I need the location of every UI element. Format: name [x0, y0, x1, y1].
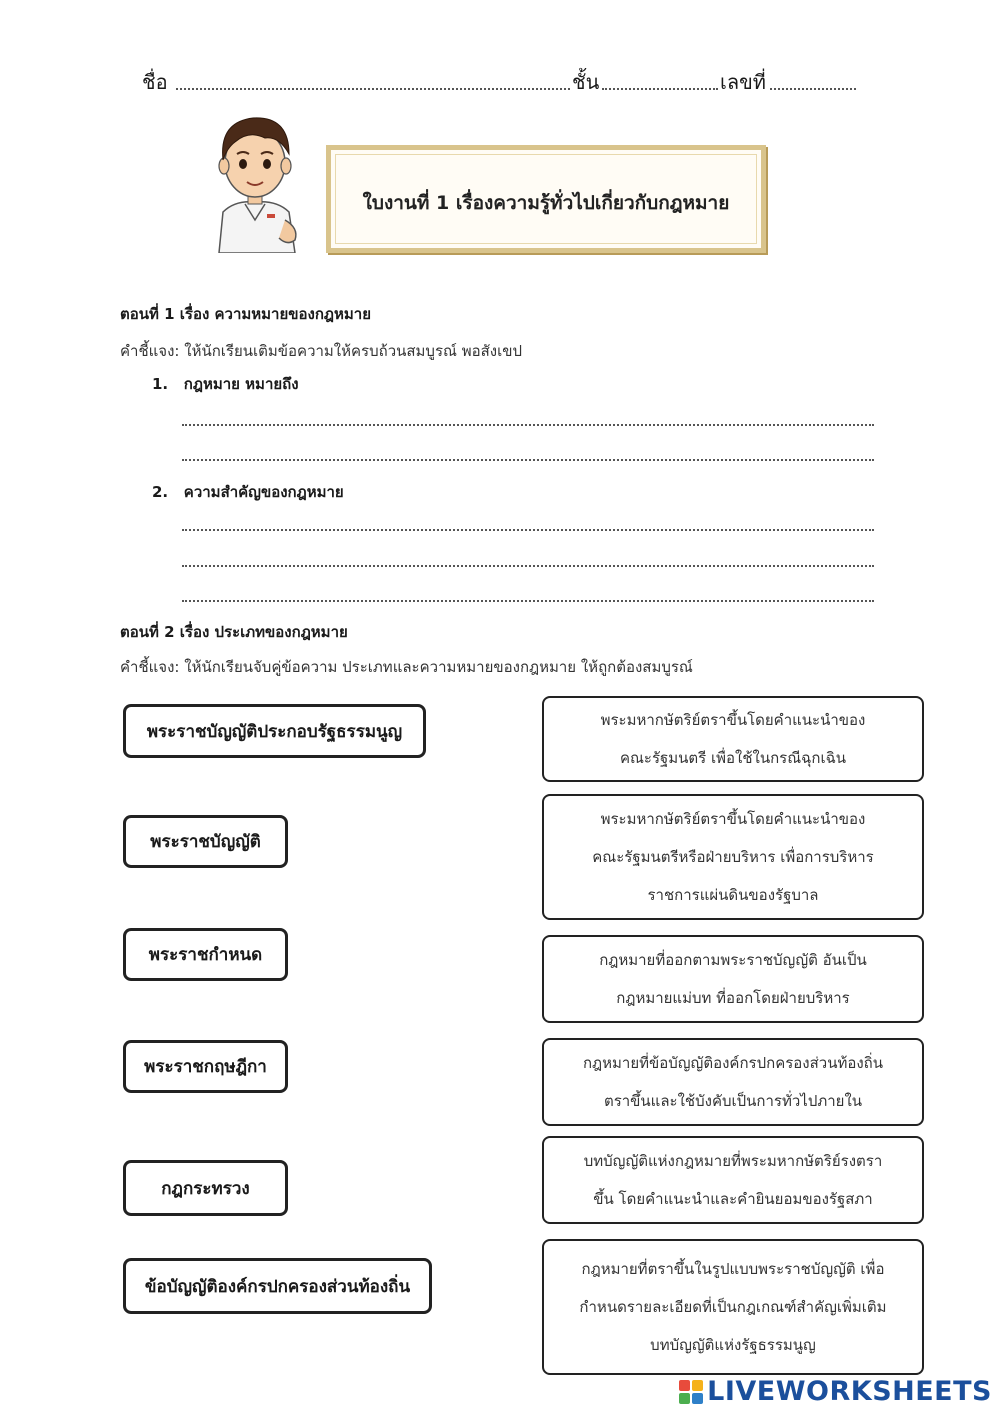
definition-box[interactable] [542, 696, 924, 782]
logo-text: LIVEWORKSHEETS [707, 1376, 992, 1407]
definition-box[interactable] [542, 935, 924, 1023]
answer-line[interactable] [182, 529, 874, 531]
definition-line: กฎหมายที่ออกตามพระราชบัญญัติ อันเป็น [599, 951, 867, 969]
question-1: 1. กฎหมาย หมายถึง [152, 375, 299, 393]
term-box[interactable]: พระราชกฤษฎีกา [123, 1040, 288, 1093]
name-blank[interactable] [176, 88, 570, 90]
answer-line[interactable] [182, 459, 874, 461]
definition-line: บทบัญญัติแห่งรัฐธรรมนูญ [650, 1336, 816, 1354]
term-box[interactable]: พระราชบัญญัติประกอบรัฐธรรมนูญ [123, 704, 426, 758]
number-label: เลขที่ [720, 70, 766, 94]
term-box[interactable]: พระราชบัญญัติ [123, 815, 288, 868]
part1-heading: ตอนที่ 1 เรื่อง ความหมายของกฎหมาย [120, 305, 371, 323]
definition-box[interactable] [542, 1038, 924, 1126]
definition-line: ขึ้น โดยคำแนะนำและคำยินยอมของรัฐสภา [593, 1190, 873, 1208]
name-label: ชื่อ [142, 70, 168, 94]
answer-line[interactable] [182, 424, 874, 426]
definition-box[interactable] [542, 1136, 924, 1224]
definition-line: กำหนดรายละเอียดที่เป็นกฎเกณฑ์สำคัญเพิ่มเติม [579, 1298, 887, 1316]
term-box[interactable]: พระราชกำหนด [123, 928, 288, 981]
liveworksheets-logo [679, 1376, 992, 1407]
worksheet-title: ใบงานที่ 1 เรื่องความรู้ทั่วไปเกี่ยวกับกฎหมาย [362, 192, 730, 214]
definition-line: คณะรัฐมนตรีหรือฝ่ายบริหาร เพื่อการบริหาร [592, 848, 874, 866]
definition-line: พระมหากษัตริย์ตราขึ้นโดยคำแนะนำของ [600, 810, 866, 828]
definition-line: ราชการแผ่นดินของรัฐบาล [647, 886, 819, 904]
student-illustration [205, 108, 305, 253]
definition-box[interactable] [542, 1239, 924, 1375]
term-box[interactable]: ข้อบัญญัติองค์กรปกครองส่วนท้องถิ่น [123, 1258, 432, 1314]
term-box[interactable]: กฎกระทรวง [123, 1160, 288, 1216]
class-label: ชั้น [572, 70, 600, 94]
title-card [326, 145, 766, 253]
definition-box[interactable] [542, 794, 924, 920]
definition-line: พระมหากษัตริย์ตราขึ้นโดยคำแนะนำของ [600, 711, 866, 729]
definition-line: กฎหมายที่ตราขึ้นในรูปแบบพระราชบัญญัติ เพื่อ [581, 1260, 885, 1278]
answer-line[interactable] [182, 600, 874, 602]
definition-line: ตราขึ้นและใช้บังคับเป็นการทั่วไปภายใน [603, 1092, 863, 1110]
question-2: 2. ความสำคัญของกฎหมาย [152, 483, 344, 501]
answer-line[interactable] [182, 565, 874, 567]
number-blank[interactable] [770, 88, 856, 90]
part2-instruction: คำชี้แจง: ให้นักเรียนจับคู่ข้อความ ประเภทและความหมายของกฎหมาย ให้ถูกต้องสมบูรณ์ [120, 658, 693, 676]
definition-line: คณะรัฐมนตรี เพื่อใช้ในกรณีฉุกเฉิน [619, 749, 847, 767]
definition-line: กฎหมายที่ข้อบัญญัติองค์กรปกครองส่วนท้องถิ่น [582, 1054, 884, 1072]
class-blank[interactable] [602, 88, 718, 90]
definition-line: บทบัญญัติแห่งกฎหมายที่พระมหากษัตริย์รงตรา [583, 1152, 883, 1170]
part1-instruction: คำชี้แจง: ให้นักเรียนเติมข้อความให้ครบถ้วนสมบูรณ์ พอสังเขป [120, 342, 522, 360]
liveworksheets-icon [679, 1380, 703, 1404]
definition-line: กฎหมายแม่บท ที่ออกโดยฝ่ายบริหาร [616, 989, 850, 1007]
part2-heading: ตอนที่ 2 เรื่อง ประเภทของกฎหมาย [120, 623, 348, 641]
